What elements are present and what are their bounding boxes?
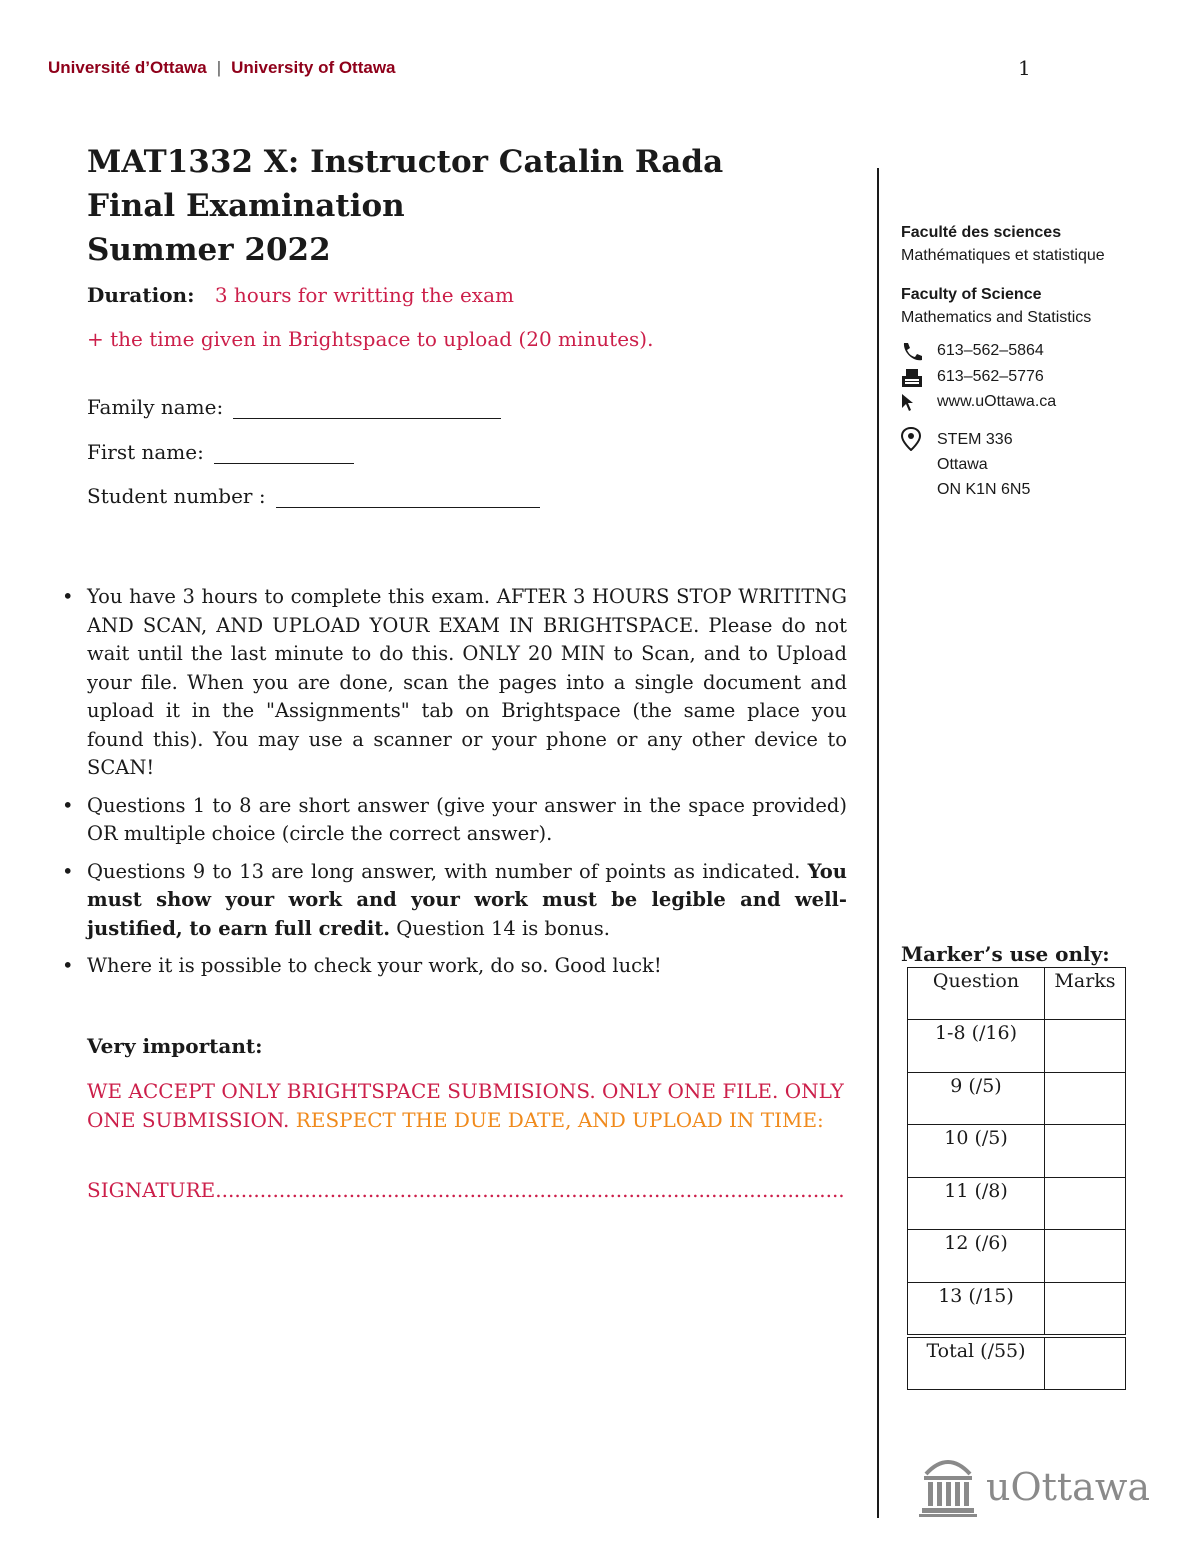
instruction-item-3 [62, 858, 847, 944]
uottawa-logo [918, 1452, 1150, 1522]
phone-number: 613–562–5864 [937, 342, 1044, 359]
university-name-en: University of Ottawa [231, 58, 396, 77]
total-row [908, 1336, 1126, 1390]
table-row [908, 1230, 1126, 1283]
marks-table [907, 967, 1126, 1390]
page-number: 1 [1018, 56, 1031, 80]
family-name-label: Family name: [87, 395, 224, 419]
question-cell: 10 (/5) [908, 1125, 1045, 1178]
marks-header-row [908, 968, 1126, 1020]
faculty-fr: Faculté des sciences [901, 224, 1062, 241]
first-name-field [87, 440, 354, 464]
instruction-item-2: • Questions 1 to 8 are short answer (give your answer in the space provided) OR multiple choice (circle the correct answer). [62, 792, 847, 849]
upload-time-note: + the time given in Brightspace to upload (20 minutes). [87, 327, 654, 351]
family-name-field [87, 395, 501, 419]
duration [87, 283, 514, 307]
question-cell: 9 (/5) [908, 1072, 1045, 1125]
university-building-icon [918, 1452, 978, 1522]
student-number-field [87, 484, 540, 508]
table-row [908, 1282, 1126, 1336]
instruction-item-3-intro: Questions 9 to 13 are long answer, with number of points as indicated. [87, 859, 801, 883]
total-label-cell: Total (/55) [908, 1336, 1045, 1390]
department-fr: Mathématiques et statistique [901, 247, 1105, 264]
table-row [908, 1072, 1126, 1125]
phone-icon [901, 342, 937, 367]
address-line-1: STEM 336 [937, 431, 1013, 448]
first-name-label: First name: [87, 440, 204, 464]
address-line-2: Ottawa [937, 456, 988, 473]
fax-contact [901, 368, 1044, 393]
marks-cell[interactable] [1045, 1282, 1126, 1336]
title-term: Summer 2022 [87, 232, 331, 268]
location-pin-icon [901, 427, 937, 456]
logo-wordmark: uOttawa [986, 1465, 1151, 1509]
question-cell: 12 (/6) [908, 1230, 1045, 1283]
instruction-item-4: • Where it is possible to check your work, do so. Good luck! [62, 952, 847, 981]
title-course: MAT1332 X: Instructor Catalin Rada [87, 144, 724, 180]
important-orange-text: RESPECT THE DUE DATE, AND UPLOAD IN TIME: [295, 1107, 824, 1132]
instruction-item-3-bold: You must show your work and your work must be legible and well-justified, to earn full credit. [87, 859, 847, 940]
exam-title [87, 140, 723, 272]
col-marks-header: Marks [1045, 968, 1126, 1020]
marks-cell[interactable] [1045, 1125, 1126, 1178]
faculty-en: Faculty of Science [901, 286, 1042, 303]
instruction-item-3-bonus: Question 14 is bonus. [396, 916, 610, 940]
col-question-header: Question [908, 968, 1045, 1020]
faculty-block-en [901, 286, 1091, 327]
address-contact [901, 427, 1030, 502]
header-separator: | [216, 58, 222, 77]
fax-icon [901, 368, 937, 393]
website[interactable]: www.uOttawa.ca [937, 393, 1057, 410]
instruction-item-1: • You have 3 hours to complete this exam. AFTER 3 HOURS STOP WRITITNG AND SCAN, AND UPLOAD YOUR EXAM IN BRIGHTSPACE. Please do not wait until the last minute to do this. ONLY 20 MIN to Scan, and to Upload your file. When you are done, scan the pages into a single document and upload it in the "Assignments" tab on Brightspace (the same place you found this). You may use a scanner or your phone or any other device to SCAN! [62, 583, 847, 783]
fax-number: 613–562–5776 [937, 368, 1044, 385]
university-name-fr: Université d’Ottawa [48, 58, 207, 77]
question-cell: 13 (/15) [908, 1282, 1045, 1336]
important-heading: Very important: [87, 1034, 263, 1058]
cursor-icon [901, 393, 937, 418]
vertical-divider [877, 168, 879, 1518]
question-cell: 11 (/8) [908, 1177, 1045, 1230]
marks-cell[interactable] [1045, 1230, 1126, 1283]
title-exam: Final Examination [87, 188, 405, 224]
faculty-block-fr [901, 224, 1105, 265]
table-row [908, 1125, 1126, 1178]
duration-value: 3 hours for writting the exam [214, 283, 514, 307]
instructions-list [62, 583, 847, 990]
marker-title: Marker’s use only: [901, 942, 1110, 966]
marks-cell[interactable] [1045, 1072, 1126, 1125]
university-header [48, 58, 396, 78]
table-row [908, 1020, 1126, 1073]
first-name-blank[interactable] [214, 443, 354, 464]
student-number-label: Student number : [87, 484, 266, 508]
signature-line[interactable]: SIGNATURE................................................................................................... [87, 1178, 845, 1202]
important-notice [87, 1077, 847, 1134]
student-number-blank[interactable] [276, 487, 540, 508]
table-row [908, 1177, 1126, 1230]
marks-cell[interactable] [1045, 1177, 1126, 1230]
address-line-3: ON K1N 6N5 [937, 481, 1031, 498]
family-name-blank[interactable] [233, 398, 501, 419]
important-red-text: WE ACCEPT ONLY BRIGHTSPACE SUBMISIONS. ONLY ONE FILE. ONLY ONE SUBMISSION. [87, 1079, 844, 1132]
total-marks-cell[interactable] [1045, 1336, 1126, 1390]
duration-label: Duration: [87, 283, 195, 307]
question-cell: 1-8 (/16) [908, 1020, 1045, 1073]
web-contact [901, 393, 1056, 418]
department-en: Mathematics and Statistics [901, 309, 1092, 326]
phone-contact [901, 342, 1044, 367]
marks-cell[interactable] [1045, 1020, 1126, 1073]
